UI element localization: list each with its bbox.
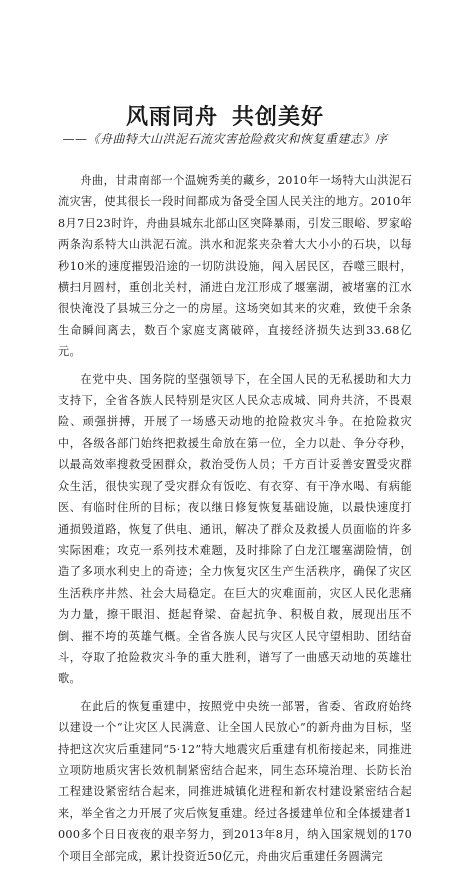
document-body xyxy=(58,170,412,873)
paragraph-2: 在党中央、国务院的坚强领导下，在全国人民的无私援助和大力支持下，全省各族人民特别是灾区人民众志成城、同舟共济，不畏艰险、顽强拼搏，开展了一场感天动地的抢险救灾斗争。在抢险救灾中，各级各部门始终把救援生命放在第一位，全力以赴、争分夺秒，以最高效率搜救受困群众，救治受伤人员；千方百计妥善安置受灾群众生活，很快实现了受灾群众有饭吃、有衣穿、有干净水喝、有病能医、有临时住所的目标；夜以继日修复恢复基础设施，以最快速度打通损毁道路，恢复了供电、通讯，解决了群众及救援人员面临的许多实际困难；攻克一系列技术难题，及时排除了白龙江堰塞湖险情，创造了多项水利史上的奇迹；全力恢复灾区生产生活秩序，确保了灾区生活秩序井然、社会大局稳定。在巨大的灾难面前，灾区人民化悲痛为力量，擦干眼泪、挺起脊梁、奋起抗争、积极自救，展现出压不倒、摧不垮的英雄气概。全省各族人民与灾区人民守望相助、团结奋斗，夺取了抢险救灾斗争的重大胜利，谱写了一曲感天动地的英雄壮歌。 xyxy=(58,372,412,686)
paragraph-1: 舟曲，甘肃南部一个温婉秀美的藏乡，2010年一场特大山洪泥石流灾害，使其很长一段时间都成为备受全国人民关注的地方。2010年8月7日23时许，舟曲县城东北部山区突降暴雨，引发三眼峪、罗家峪两条沟系特大山洪泥石流。洪水和泥浆夹杂着大大小小的石块，以每秒10米的速度摧毁沿途的一切防洪设施，闯入居民区，吞噬三眼村，横扫月圆村，重创北关村，涌进白龙江形成了堰塞湖，被堵塞的江水很快淹没了县城三分之一的房屋。这场突如其来的灾难，致使千余条生命瞬间离去，数百个家庭支离破碎，直接经济损失达到33.68亿元。 xyxy=(58,174,412,359)
title-part-1: 风雨同舟 xyxy=(125,105,218,130)
title-part-2: 共创美好 xyxy=(232,105,325,130)
document-subtitle: ——《舟曲特大山洪泥石流灾害抢险救灾和恢复重建志》序 xyxy=(62,132,388,146)
document-title xyxy=(0,100,450,131)
paragraph-3: 在此后的恢复重建中，按照党中央统一部署，省委、省政府始终以建设一个“让灾区人民满意、让全国人民放心”的新舟曲为目标，坚持把这次灾后重建同“5·12”特大地震灾后重建有机衔接起来，同推进立项防地质灾害长效机制紧密结合起来，同生态环境治理、长防长治工程建设紧密结合起来，同推进城镇化进程和新农村建设紧密结合起来，举全省之力开展了灾后恢复重建。经过各援建单位和全体援建者1000多个日日夜夜的艰辛努力，到2013年8月，纳入国家规划的170个项目全部完成，累计投资近50亿元，舟曲灾后重建任务圆满完 xyxy=(58,699,412,863)
